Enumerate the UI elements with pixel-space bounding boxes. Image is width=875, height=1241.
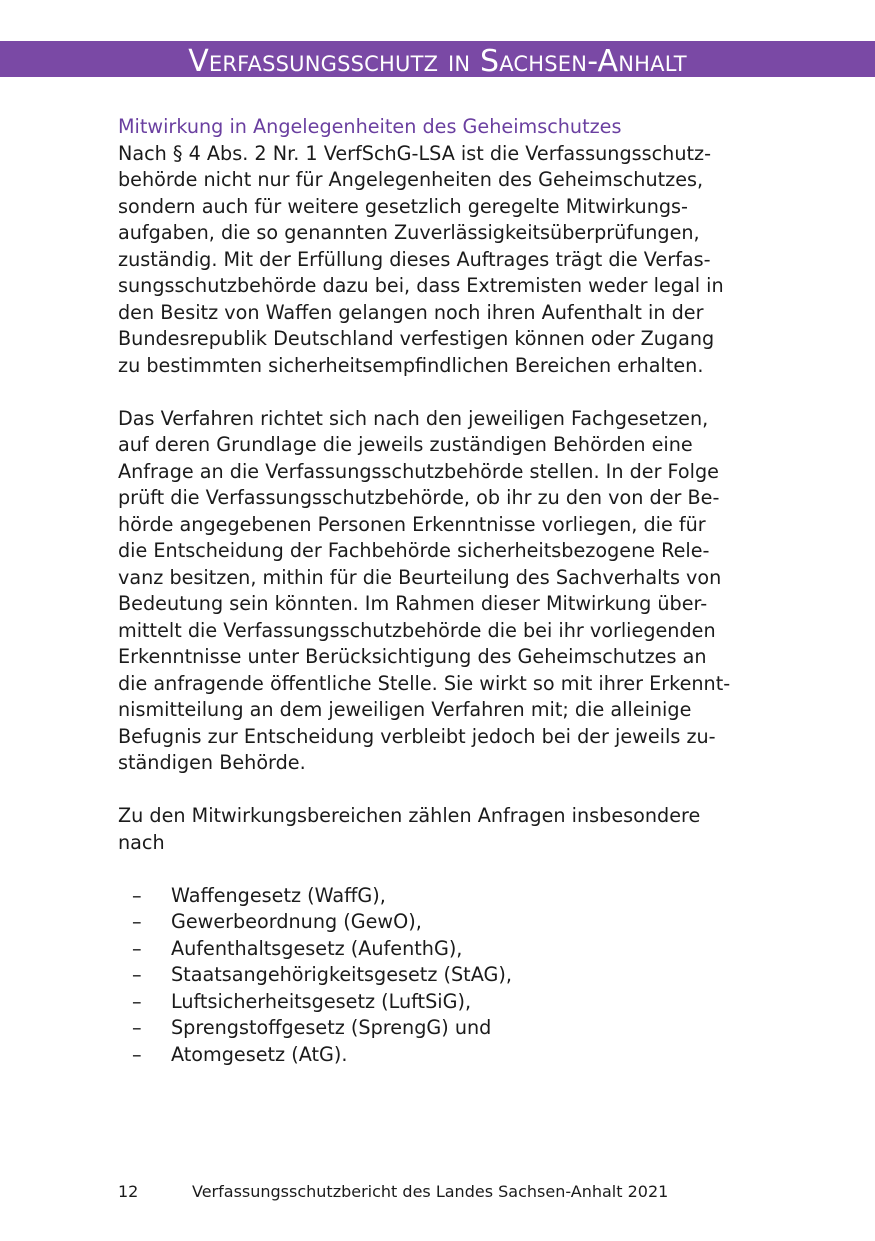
page-number: 12 xyxy=(118,1182,139,1201)
dash-bullet: – xyxy=(132,1016,142,1039)
dash-bullet: – xyxy=(132,1042,142,1066)
text-line: Nach § 4 Abs. 2 Nr. 1 VerfSchG-LSA ist die Verfassungsschutz- xyxy=(118,141,712,165)
list-item xyxy=(118,883,798,910)
list-item xyxy=(118,1015,798,1042)
section-heading: Mitwirkung in Angelegenheiten des Geheimschutzes xyxy=(118,115,622,138)
list-item xyxy=(118,1042,798,1069)
page-footer xyxy=(118,1180,668,1204)
text-line: mittelt die Verfassungsschutzbehörde die bei ihr vorliegenden xyxy=(118,618,716,642)
text-line: sungsschutzbehörde dazu bei, dass Extremisten weder legal in xyxy=(118,274,724,297)
text-line: Zu den Mitwirkungsbereichen zählen Anfragen insbesondere xyxy=(118,804,701,827)
list-item-text: Aufenthaltsgesetz (AufenthG), xyxy=(171,936,463,960)
publication-title: Verfassungsschutzbericht des Landes Sachsen-Anhalt 2021 xyxy=(192,1182,669,1201)
text-line: Das Verfahren richtet sich nach den jeweiligen Fachgesetzen, xyxy=(118,406,709,430)
list-item-text: Atomgesetz (AtG). xyxy=(171,1042,348,1066)
list-item xyxy=(118,909,798,936)
text-line: die anfragende öffentliche Stelle. Sie wirkt so mit ihrer Erkennt- xyxy=(118,671,731,695)
text-line: behörde nicht nur für Angelegenheiten des Geheimschutzes, xyxy=(118,168,704,191)
list-item-text: Gewerbeordnung (GewO), xyxy=(171,910,422,933)
list-item xyxy=(118,962,798,989)
dash-bullet: – xyxy=(132,963,142,986)
list-item-text: Luftsicherheitsgesetz (LuftSiG), xyxy=(171,989,472,1013)
text-line: Erkenntnisse unter Berücksichtigung des Geheimschutzes an xyxy=(118,645,707,668)
main-content xyxy=(118,114,798,1068)
law-list xyxy=(118,883,798,1069)
text-line: die Entscheidung der Fachbehörde sicherheitsbezogene Rele- xyxy=(118,539,710,562)
paragraph-1 xyxy=(118,141,798,380)
dash-bullet: – xyxy=(132,936,142,960)
text-line: nismitteilung an dem jeweiligen Verfahren mit; die alleinige xyxy=(118,698,692,721)
text-line: vanz besitzen, mithin für die Beurteilung des Sachverhalts von xyxy=(118,565,722,589)
text-line: sondern auch für weitere gesetzlich geregelte Mitwirkungs- xyxy=(118,194,688,218)
text-line: zu bestimmten sicherheitsempfindlichen Bereichen erhalten. xyxy=(118,353,704,377)
text-line: aufgaben, die so genannten Zuverlässigkeitsüberprüfungen, xyxy=(118,221,700,244)
text-line: Bedeutung sein könnten. Im Rahmen dieser Mitwirkung über- xyxy=(118,592,708,615)
text-line: hörde angegebenen Personen Erkenntnisse vorliegen, die für xyxy=(118,512,706,536)
dash-bullet: – xyxy=(132,910,142,933)
text-line: den Besitz von Waffen gelangen noch ihren Aufenthalt in der xyxy=(118,300,704,324)
text-line: Bundesrepublik Deutschland verfestigen können oder Zugang xyxy=(118,327,715,350)
text-line: ständigen Behörde. xyxy=(118,751,306,774)
list-item-text: Staatsangehörigkeitsgesetz (StAG), xyxy=(171,963,512,986)
list-item xyxy=(118,936,798,963)
text-line: zuständig. Mit der Erfüllung dieses Auftrages trägt die Verfas- xyxy=(118,247,711,271)
header-banner xyxy=(0,41,875,77)
dash-bullet: – xyxy=(132,989,142,1013)
list-item xyxy=(118,989,798,1016)
list-item-text: Waffengesetz (WaffG), xyxy=(171,883,386,907)
paragraph-3 xyxy=(118,803,798,856)
text-line: Befugnis zur Entscheidung verbleibt jedoch bei der jeweils zu- xyxy=(118,724,716,748)
list-item-text: Sprengstoffgesetz (SprengG) und xyxy=(171,1016,492,1039)
text-line: Anfrage an die Verfassungsschutzbehörde stellen. In der Folge xyxy=(118,459,719,483)
text-line: nach xyxy=(118,830,165,854)
paragraph-2 xyxy=(118,406,798,777)
dash-bullet: – xyxy=(132,883,142,907)
text-line: prüft die Verfassungsschutzbehörde, ob ihr zu den von der Be- xyxy=(118,486,720,509)
page-title: Verfassungsschutz in Sachsen-Anhalt xyxy=(188,44,687,79)
text-line: auf deren Grundlage die jeweils zuständigen Behörden eine xyxy=(118,433,693,456)
